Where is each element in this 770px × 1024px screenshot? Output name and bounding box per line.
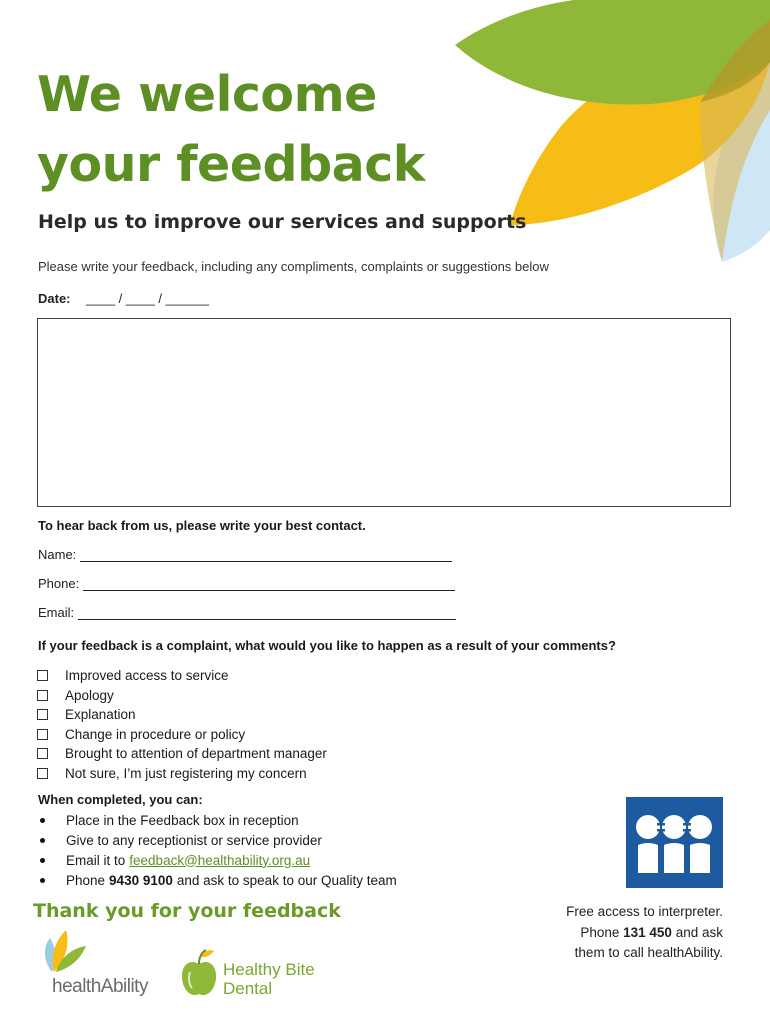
bullet-icon <box>40 878 45 883</box>
option-label: Improved access to service <box>65 668 229 684</box>
option-label: Not sure, I’m just registering my concern <box>65 765 307 781</box>
phone-label: Phone: <box>38 576 80 591</box>
bullet-icon <box>40 818 45 823</box>
option-item[interactable] <box>37 725 327 745</box>
page-subtitle: Help us to improve our services and supports <box>38 211 527 233</box>
date-field[interactable] <box>38 291 209 306</box>
phone-input-line[interactable] <box>83 576 455 591</box>
checkbox[interactable] <box>37 768 48 779</box>
phone-field[interactable] <box>38 576 455 591</box>
healthability-leaf-icon <box>38 928 98 974</box>
interpreter-line-2-suffix: and ask <box>675 924 723 940</box>
title-line-2: your feedback <box>37 136 425 193</box>
interpreter-line-3: them to call healthAbility. <box>574 945 723 960</box>
healthy-bite-text-line1: Healthy Bite <box>223 960 315 979</box>
completed-item-3-prefix: Email it to <box>66 852 126 868</box>
option-label: Apology <box>65 687 114 703</box>
list-item <box>38 850 397 870</box>
thank-you-message: Thank you for your feedback <box>33 900 341 922</box>
date-label: Date: <box>38 291 71 306</box>
completed-item-2: Give to any receptionist or service provider <box>66 832 322 848</box>
interpreter-line-1: Free access to interpreter. <box>566 904 723 919</box>
healthability-logo-text: healthAbility <box>52 976 148 997</box>
option-label: Brought to attention of department manager <box>65 746 327 762</box>
feedback-textbox[interactable] <box>37 318 731 507</box>
checkbox[interactable] <box>37 729 48 740</box>
list-item <box>38 810 397 830</box>
page-title <box>37 60 425 200</box>
contact-heading: To hear back from us, please write your best contact. <box>38 518 366 533</box>
option-label: Change in procedure or policy <box>65 726 246 742</box>
name-label: Name: <box>38 547 77 562</box>
checkbox[interactable] <box>37 690 48 701</box>
email-input-line[interactable] <box>78 605 456 620</box>
interpreter-info <box>530 902 723 964</box>
bullet-icon <box>40 858 45 863</box>
option-item[interactable] <box>37 666 327 686</box>
email-label: Email: <box>38 605 75 620</box>
healthability-logo <box>38 928 163 998</box>
completed-list <box>38 810 397 890</box>
option-item[interactable] <box>37 705 327 725</box>
interpreter-symbol-icon <box>626 797 723 888</box>
list-item <box>38 870 397 890</box>
intro-text: Please write your feedback, including any compliments, complaints or suggestions below <box>38 259 549 274</box>
feedback-email-link[interactable]: feedback@healthability.org.au <box>129 852 311 868</box>
option-label: Explanation <box>65 707 136 723</box>
completed-item-4-prefix: Phone <box>66 872 106 888</box>
complaint-question: If your feedback is a complaint, what would you like to happen as a result of your comments? <box>38 638 616 653</box>
option-item[interactable] <box>37 686 327 706</box>
list-item <box>38 830 397 850</box>
interpreter-phone-number: 131 450 <box>623 924 672 940</box>
name-field[interactable] <box>38 547 452 562</box>
name-input-line[interactable] <box>80 547 452 562</box>
checkbox[interactable] <box>37 709 48 720</box>
completed-heading: When completed, you can: <box>38 792 203 807</box>
interpreter-line-2 <box>530 923 723 944</box>
bullet-icon <box>40 838 45 843</box>
completed-item-1: Place in the Feedback box in reception <box>66 812 299 828</box>
title-line-1: We welcome <box>37 66 377 123</box>
completed-item-4-suffix: and ask to speak to our Quality team <box>176 872 397 888</box>
option-item[interactable] <box>37 744 327 764</box>
checkbox[interactable] <box>37 670 48 681</box>
checkbox[interactable] <box>37 748 48 759</box>
option-item[interactable] <box>37 764 327 784</box>
complaint-options <box>37 666 327 783</box>
quality-phone-number: 9430 9100 <box>109 872 173 888</box>
healthy-bite-text-line2: Dental <box>223 979 273 998</box>
email-field[interactable] <box>38 605 456 620</box>
healthy-bite-dental-logo <box>180 948 325 1000</box>
apple-icon <box>180 948 218 998</box>
date-blanks[interactable]: ____ / ____ / ______ <box>86 291 210 306</box>
interpreter-line-2-prefix: Phone <box>580 924 620 940</box>
